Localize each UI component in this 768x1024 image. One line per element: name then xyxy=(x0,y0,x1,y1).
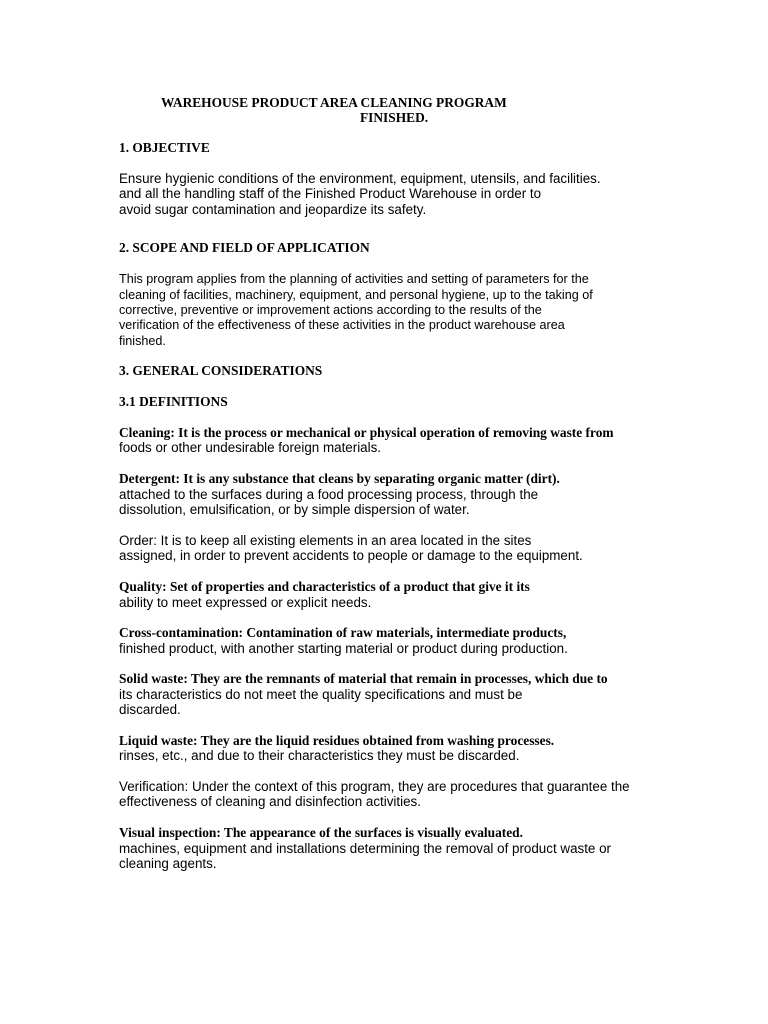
def-cross-line-2: finished product, with another starting material or product during production. xyxy=(119,641,568,656)
def-solid-line-2: its characteristics do not meet the quality specifications and must be xyxy=(119,687,523,702)
def-verification-line-1: Verification: Under the context of this program, they are procedures that guarantee the xyxy=(119,779,630,794)
def-order-line-2: assigned, in order to prevent accidents to people or damage to the equipment. xyxy=(119,548,583,563)
def-detergent-line-2: attached to the surfaces during a food processing process, through the xyxy=(119,487,539,502)
objective-line-1: Ensure hygienic conditions of the environment, equipment, utensils, and facilities. xyxy=(119,171,601,186)
def-visual-line-1: Visual inspection: The appearance of the surfaces is visually evaluated. xyxy=(119,825,523,840)
document-title-line2: FINISHED. xyxy=(360,110,429,125)
def-verification-line-2: effectiveness of cleaning and disinfection activities. xyxy=(119,794,421,809)
def-liquid-line-2: rinses, etc., and due to their characteristics they must be discarded. xyxy=(119,748,520,763)
def-solid-line-1: Solid waste: They are the remnants of material that remain in processes, which due to xyxy=(119,671,608,686)
def-cross-line-1: Cross-contamination: Contamination of raw materials, intermediate products, xyxy=(119,625,567,640)
document-title-line1: WAREHOUSE PRODUCT AREA CLEANING PROGRAM xyxy=(161,95,507,110)
scope-line-1: This program applies from the planning of activities and setting of parameters for the xyxy=(119,272,589,286)
def-visual-line-2: machines, equipment and installations determining the removal of product waste or xyxy=(119,841,612,856)
objective-line-3: avoid sugar contamination and jeopardize its safety. xyxy=(119,202,427,217)
scope-line-2: cleaning of facilities, machinery, equipment, and personal hygiene, up to the taking of xyxy=(119,288,593,302)
def-solid-line-3: discarded. xyxy=(119,702,181,717)
def-visual-line-3: cleaning agents. xyxy=(119,856,217,871)
def-order-line-1: Order: It is to keep all existing elements in an area located in the sites xyxy=(119,533,532,548)
scope-line-3: corrective, preventive or improvement actions according to the results of the xyxy=(119,303,542,317)
def-quality-line-2: ability to meet expressed or explicit needs. xyxy=(119,595,372,610)
def-quality-line-1: Quality: Set of properties and characteristics of a product that give it its xyxy=(119,579,530,594)
def-cleaning-line-1: Cleaning: It is the process or mechanical or physical operation of removing waste from xyxy=(119,425,614,440)
objective-line-2: and all the handling staff of the Finished Product Warehouse in order to xyxy=(119,186,542,201)
scope-heading: 2. SCOPE AND FIELD OF APPLICATION xyxy=(119,240,370,255)
general-heading: 3. GENERAL CONSIDERATIONS xyxy=(119,363,323,378)
def-liquid-line-1: Liquid waste: They are the liquid residues obtained from washing processes. xyxy=(119,733,555,748)
scope-line-5: finished. xyxy=(119,334,166,348)
objective-heading: 1. OBJECTIVE xyxy=(119,140,210,155)
def-cleaning-line-2: foods or other undesirable foreign materials. xyxy=(119,440,382,455)
definitions-heading: 3.1 DEFINITIONS xyxy=(119,394,228,409)
def-detergent-line-3: dissolution, emulsification, or by simple dispersion of water. xyxy=(119,502,470,517)
scope-line-4: verification of the effectiveness of these activities in the product warehouse area xyxy=(119,318,565,332)
def-detergent-line-1: Detergent: It is any substance that cleans by separating organic matter (dirt). xyxy=(119,471,560,486)
